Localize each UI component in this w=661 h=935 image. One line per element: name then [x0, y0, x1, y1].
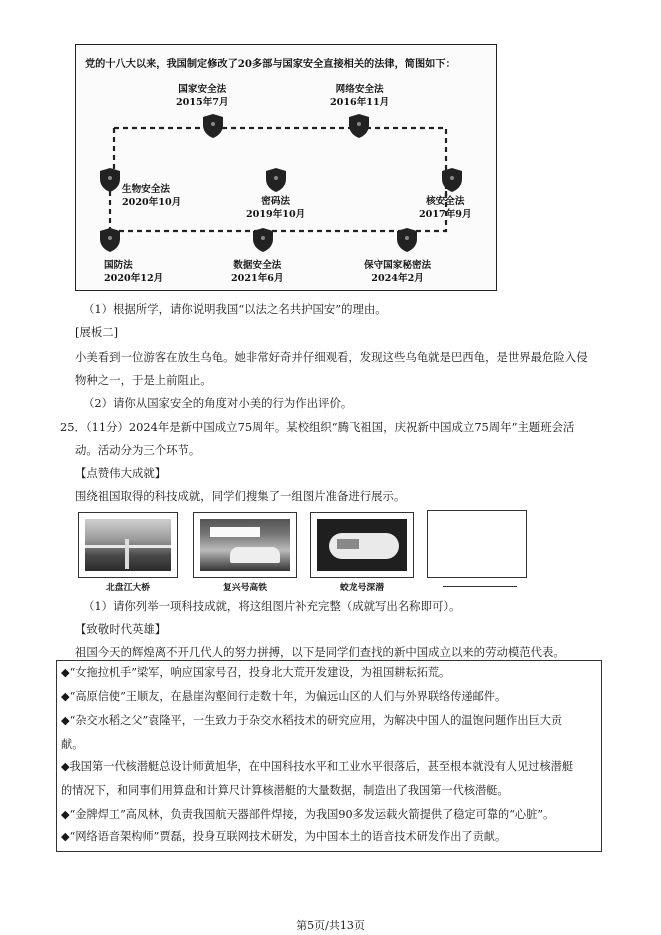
hero-item: 的情况下，和同事们用算盘和计算尺计算核潜艇的大量数据，制造出了我国第一代核潜艇。 [61, 784, 509, 797]
section-title: 【致敬时代英雄】 [75, 622, 167, 636]
hero-item: 献。 [61, 738, 84, 751]
law-label: 核安全法 2017年9月 [419, 196, 472, 220]
hero-item: ◆“杂交水稻之父”袁隆平，一生致力于杂交水稻技术的研究应用，为解决中国人的温饱问题作出巨大贡 [61, 714, 563, 727]
law-label: 生物安全法 2020年10月 [122, 184, 182, 208]
photo-caption: 北盘江大桥 [106, 583, 150, 593]
board2-text: 物种之一，于是上前阻止。 [75, 373, 212, 387]
heroes-box [56, 660, 602, 852]
law-label: 保守国家秘密法 2024年2月 [364, 260, 432, 284]
hero-item: ◆“女拖拉机手”梁军，响应国家号召，投身北大荒开发建设，为祖国耕耘拓荒。 [61, 666, 451, 679]
law-label: 国家安全法 2015年7月 [176, 84, 229, 108]
hero-item: ◆我国第一代核潜艇总设计师黄旭华，在中国科技水平和工业水平很落后，甚至根本就没有人见过核潜艇 [61, 760, 574, 773]
hero-item: ◆“高原信使”王顺友，在悬崖沟壑间行走数十年，为偏远山区的人们与外界联络传递邮件。 [61, 690, 507, 703]
law-label: 密码法 2019年10月 [246, 196, 306, 220]
question-25-stem: 动。活动分为三个环节。 [75, 443, 201, 457]
board2-title: [展板二] [75, 325, 119, 339]
figure-heading: 党的十八大以来，我国制定修改了20多部与国家安全直接相关的法律，简图如下： [85, 58, 456, 70]
photo-submarine [310, 512, 414, 578]
question-25-1: （1）请你列举一项科技成就，将这组图片补充完整（成就写出名称即可）。 [83, 599, 461, 613]
photo-blank-slot [427, 510, 527, 578]
board2-text: 小美看到一位游客在放生乌龟。她非常好奇并仔细观看，发现这些乌龟就是巴西龟，是世界最危险入侵 [75, 350, 588, 364]
photo-caption: 蛟龙号深潜 [340, 583, 384, 593]
photo-caption: 复兴号高铁 [223, 583, 267, 593]
section-text: 围绕祖国取得的科技成就，同学们搜集了一组图片准备进行展示。 [75, 489, 406, 503]
law-timeline-figure [75, 44, 497, 291]
page-number: 第5页/共13页 [296, 919, 365, 932]
section-text: 祖国今天的辉煌离不开几代人的努力拼搏，以下是同学们查找的新中国成立以来的劳动模范代表。 [75, 645, 565, 659]
section-title: 【点赞伟大成就】 [75, 466, 167, 480]
answer-blank-line [443, 586, 517, 587]
photo-bridge [78, 512, 178, 578]
law-label: 国防法 2020年12月 [104, 260, 164, 284]
law-label: 网络安全法 2016年11月 [330, 84, 390, 108]
question-1: （1）根据所学，请你说明我国“以法之名共护国安”的理由。 [83, 302, 387, 316]
timeline-dotted-path [76, 45, 498, 292]
law-label: 数据安全法 2021年6月 [231, 260, 284, 284]
question-2: （2）请你从国家安全的角度对小美的行为作出评价。 [83, 396, 353, 410]
hero-item: ◆“金牌焊工”高凤林，负责我国航天器部件焊接，为我国90多发运载火箭提供了稳定可靠的“心脏”。 [61, 808, 555, 821]
question-25-stem: 25．（11分）2024年是新中国成立75周年。某校组织“腾飞祖国，庆祝新中国成立75周年”主题班会活 [60, 420, 575, 434]
photo-train [193, 512, 297, 578]
hero-item: ◆“网络语音架构师”贾磊，投身互联网技术研发，为中国本土的语音技术研发作出了贡献。 [61, 830, 507, 843]
